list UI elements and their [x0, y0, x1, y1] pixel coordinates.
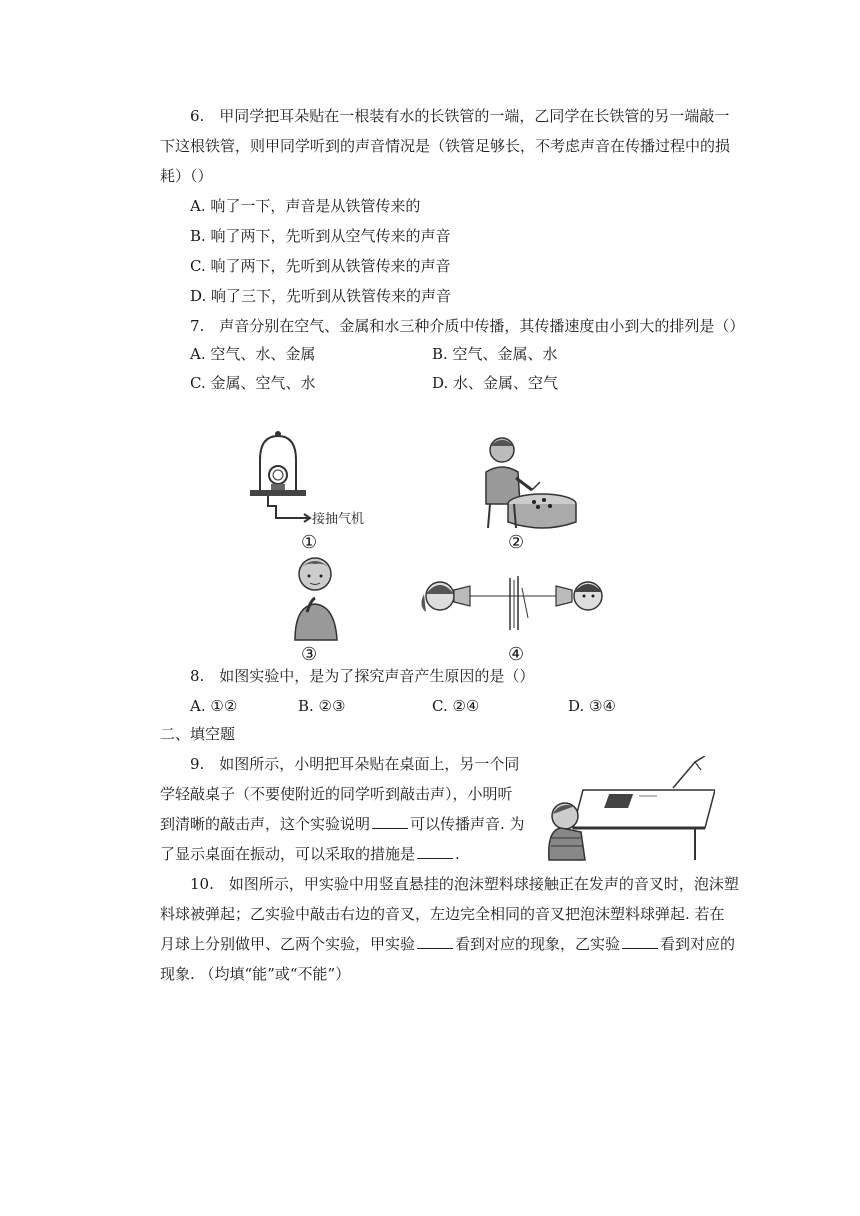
q6-line-3: 耗）（） — [160, 167, 213, 185]
q9-line-4-text-a: 了显示桌面在振动，可以采取的措施是 — [160, 845, 416, 863]
q9-line-1: 9. 如图所示，小明把耳朵贴在桌面上，另一个同 — [190, 755, 520, 773]
throat-figure — [285, 552, 345, 644]
q8-option-c: C. ②④ — [432, 697, 480, 715]
q10-answer-blank-1[interactable] — [417, 934, 453, 949]
q10-line-1: 10. 如图所示，甲实验中用竖直悬挂的泡沫塑料球接触正在发声的音叉时，泡沫塑 — [190, 875, 739, 893]
q6-line-1: 6. 甲同学把耳朵贴在一根装有水的长铁管的一端，乙同学在长铁管的另一端敲一 — [190, 107, 730, 125]
q10-line-3-text-c: 看到对应的 — [660, 935, 736, 953]
q9-line-4 — [160, 843, 460, 865]
pump-label: 接抽气机 — [312, 512, 365, 527]
figure-label-2: ② — [508, 532, 525, 553]
q10-line-3-text-a: 月球上分别做甲、乙两个实验，甲实验 — [160, 935, 416, 953]
bell-jar-figure — [238, 430, 398, 550]
q9-answer-blank-1[interactable] — [372, 814, 408, 829]
q9-line-3 — [160, 813, 525, 835]
figure-label-3: ③ — [301, 644, 318, 665]
q8-option-d: D. ③④ — [568, 697, 616, 715]
q6-option-b: B. 响了两下，先听到从空气传来的声音 — [190, 227, 451, 245]
q7-option-c: C. 金属、空气、水 — [190, 374, 316, 392]
q10-line-3 — [160, 933, 735, 955]
q9-line-3-text-b: 可以传播声音. 为 — [410, 815, 525, 833]
q10-answer-blank-2[interactable] — [622, 934, 658, 949]
figure-label-1: ① — [301, 532, 318, 553]
q7-option-a: A. 空气、水、金属 — [190, 345, 316, 363]
q7-option-b: B. 空气、金属、水 — [432, 345, 558, 363]
q9-line-3-text-a: 到清晰的敲击声，这个实验说明 — [160, 815, 371, 833]
q6-option-c: C. 响了两下，先听到从铁管传来的声音 — [190, 257, 451, 275]
q10-line-4: 现象. （均填“能”或“不能”） — [160, 965, 351, 983]
drum-figure — [470, 432, 580, 532]
section-heading: 二、填空题 — [160, 725, 236, 743]
q8-option-b: B. ②③ — [298, 697, 346, 715]
q10-line-3-text-b: 看到对应的现象，乙实验 — [455, 935, 621, 953]
q9-line-4-text-b: . — [455, 845, 460, 863]
q9-answer-blank-2[interactable] — [417, 844, 453, 859]
q7-option-d: D. 水、金属、空气 — [432, 374, 559, 392]
q8-option-a: A. ①② — [190, 697, 238, 715]
q6-line-2: 下这根铁管，则甲同学听到的声音情况是（铁管足够长，不考虑声音在传播过程中的损 — [160, 137, 731, 155]
figure-label-4: ④ — [508, 644, 525, 665]
string-telephone-figure — [418, 568, 618, 638]
q10-line-2: 料球被弹起；乙实验中敲击右边的音叉，左边完全相同的音叉把泡沫塑料球弹起. 若在 — [160, 905, 725, 923]
q6-option-a: A. 响了一下，声音是从铁管传来的 — [190, 197, 421, 215]
desk-figure — [545, 756, 715, 862]
q7-stem: 7. 声音分别在空气、金属和水三种介质中传播，其传播速度由小到大的排列是（） — [190, 317, 745, 335]
q9-line-2: 学轻敲桌子（不要使附近的同学听到敲击声），小明听 — [160, 785, 513, 803]
q6-option-d: D. 响了三下，先听到从铁管传来的声音 — [190, 287, 452, 305]
q8-stem: 8. 如图实验中，是为了探究声音产生原因的是（） — [190, 667, 535, 685]
